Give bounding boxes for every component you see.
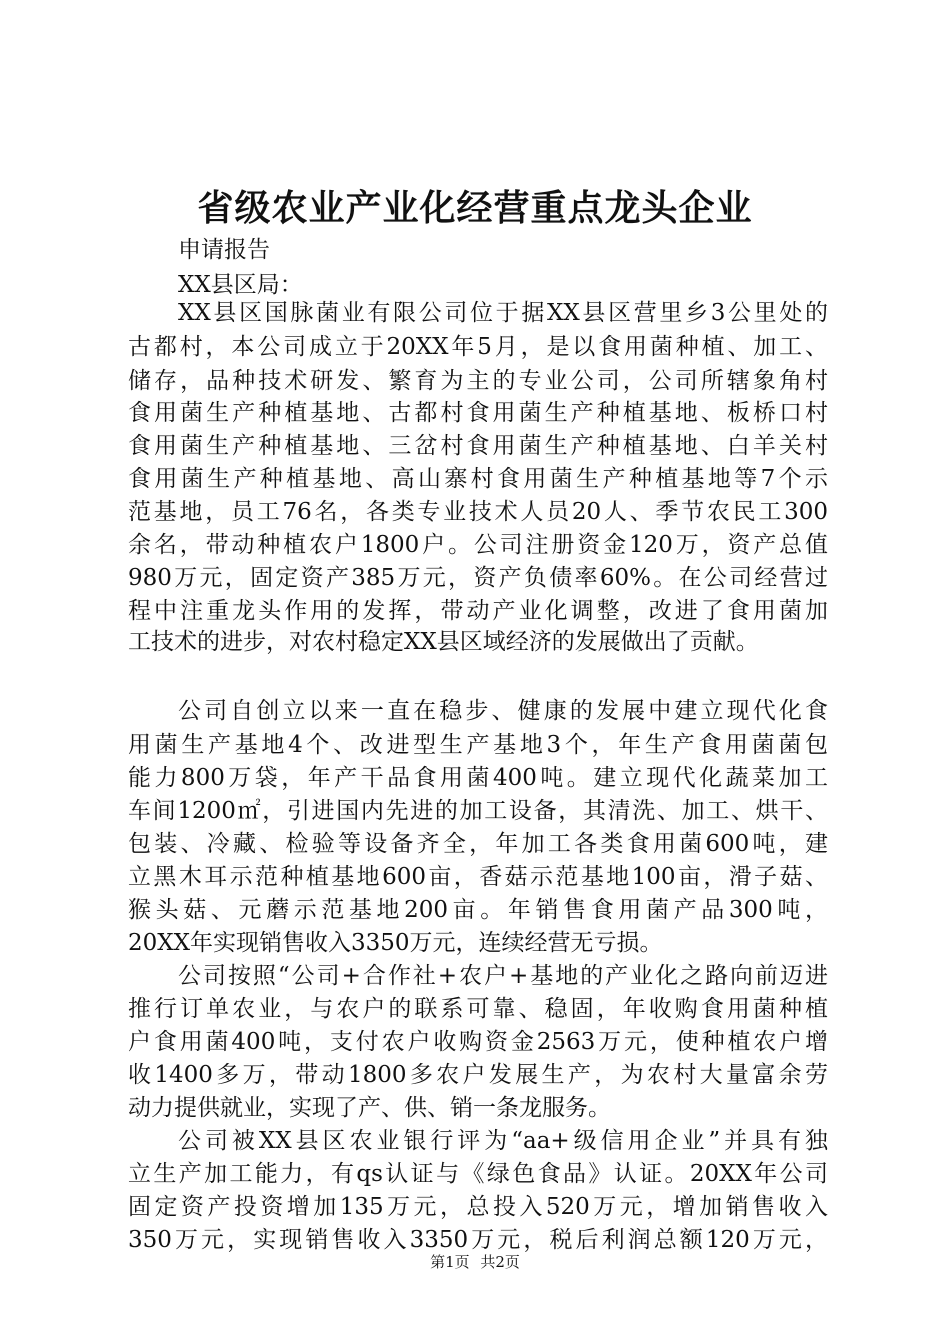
page-total: 共2页	[480, 1253, 520, 1271]
body-line: 储存，品种技术研发、繁育为主的专业公司，公司所辖象角村	[128, 368, 828, 394]
body-line: 程中注重龙头作用的发挥，带动产业化调整，改进了食用菌加	[128, 598, 828, 624]
body-line: 立黑木耳示范种植基地600亩，香菇示范基地100亩，滑子菇、	[128, 864, 828, 890]
body-line: 980万元，固定资产385万元，资产负债率60%。在公司经营过	[128, 565, 828, 591]
body-line: 猴头菇、元蘑示范基地200亩。年销售食用菌产品300吨，	[128, 897, 828, 923]
body-line: 能力800万袋，年产干品食用菌400吨。建立现代化蔬菜加工	[128, 765, 828, 791]
body-line: XX县区国脉菌业有限公司位于据XX县区营里乡3公里处的	[178, 300, 828, 326]
body-line: 公司被XX县区农业银行评为“aa+级信用企业”并具有独	[178, 1128, 828, 1154]
body-line: 收1400多万，带动1800多农户发展生产，为农村大量富余劳	[128, 1062, 828, 1088]
salutation: XX县区局：	[178, 272, 303, 298]
body-line: 立生产加工能力，有qs认证与《绿色食品》认证。20XX年公司	[128, 1161, 828, 1187]
body-line: 用菌生产基地4个、改进型生产基地3个，年生产食用菌菌包	[128, 732, 828, 758]
body-line: 食用菌生产种植基地、高山寨村食用菌生产种植基地等7个示	[128, 466, 828, 492]
body-line: 推行订单农业，与农户的联系可靠、稳固，年收购食用菌种植	[128, 996, 828, 1022]
document-title: 省级农业产业化经营重点龙头企业	[197, 187, 753, 229]
body-line: 工技术的进步，对农村稳定XX县区域经济的发展做出了贡献。	[128, 629, 759, 655]
body-line: 户食用菌400吨，支付农户收购资金2563万元，使种植农户增	[128, 1029, 828, 1055]
body-line: 20XX年实现销售收入3350万元，连续经营无亏损。	[128, 930, 663, 956]
body-line: 350万元，实现销售收入3350万元，税后利润总额120万元，	[128, 1227, 828, 1253]
page-number: 第1页	[430, 1253, 470, 1271]
body-line: 古都村，本公司成立于20XX年5月，是以食用菌种植、加工、	[128, 334, 828, 360]
body-line: 公司自创立以来一直在稳步、健康的发展中建立现代化食	[178, 698, 828, 724]
body-line: 余名，带动种植农户1800户。公司注册资金120万，资产总值	[128, 532, 828, 558]
body-line: 车间1200㎡，引进国内先进的加工设备，其清洗、加工、烘干、	[128, 798, 828, 824]
body-line: 包装、冷藏、检验等设备齐全，年加工各类食用菌600吨，建	[128, 831, 828, 857]
body-line: 固定资产投资增加135万元，总投入520万元，增加销售收入	[128, 1194, 828, 1220]
body-line: 食用菌生产种植基地、古都村食用菌生产种植基地、板桥口村	[128, 400, 828, 426]
page-footer	[0, 1252, 950, 1272]
document-subtitle: 申请报告	[178, 237, 270, 263]
body-line: 范基地，员工76名，各类专业技术人员20人、季节农民工300	[128, 499, 828, 525]
body-line: 食用菌生产种植基地、三岔村食用菌生产种植基地、白羊关村	[128, 433, 828, 459]
body-line: 动力提供就业，实现了产、供、销一条龙服务。	[128, 1095, 611, 1121]
body-line: 公司按照“公司+合作社+农户+基地的产业化之路向前迈进	[178, 963, 828, 989]
